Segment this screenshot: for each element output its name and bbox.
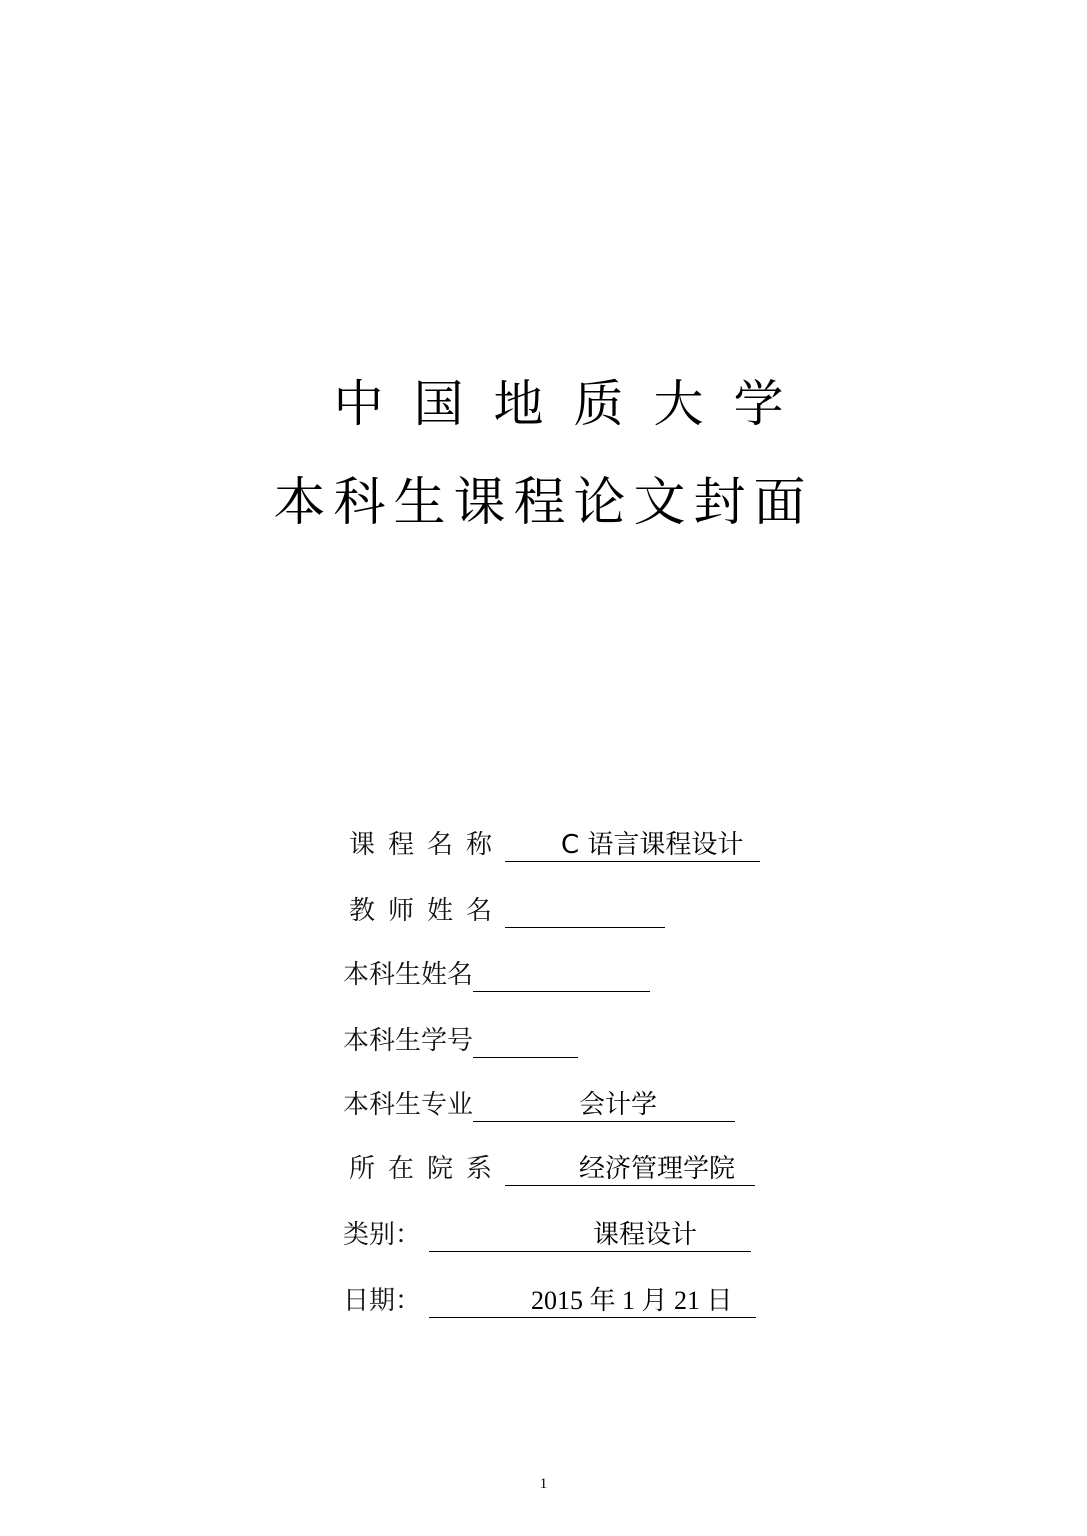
category-row bbox=[343, 1212, 751, 1252]
page-number: 1 bbox=[539, 1476, 548, 1492]
date-field bbox=[429, 1284, 756, 1318]
date-value: 2015 年 1 月 21 日 bbox=[531, 1286, 733, 1315]
course-name-value: C 语言课程设计 bbox=[561, 830, 744, 860]
student-id-row bbox=[343, 1018, 578, 1058]
teacher-name-label: 教师姓名 bbox=[349, 896, 506, 926]
category-label: 类别： bbox=[343, 1220, 422, 1250]
student-id-field bbox=[473, 1024, 578, 1058]
department-field bbox=[505, 1152, 755, 1186]
student-id-label: 本科生学号 bbox=[343, 1026, 474, 1056]
date-label: 日期： bbox=[343, 1286, 422, 1316]
teacher-name-row bbox=[343, 888, 665, 928]
department-label: 所在院系 bbox=[349, 1154, 506, 1184]
course-name-row bbox=[343, 822, 760, 862]
cover-title: 本科生课程论文封面 bbox=[273, 473, 814, 533]
student-name-label: 本科生姓名 bbox=[343, 960, 474, 990]
major-value: 会计学 bbox=[579, 1090, 658, 1120]
department-row bbox=[343, 1146, 755, 1186]
category-field bbox=[429, 1218, 751, 1252]
major-label: 本科生专业 bbox=[343, 1090, 474, 1120]
university-title: 中国地质大学 bbox=[333, 375, 814, 433]
course-name-label: 课程名称 bbox=[349, 830, 506, 860]
category-value: 课程设计 bbox=[593, 1220, 698, 1250]
major-row bbox=[343, 1082, 735, 1122]
student-name-row bbox=[343, 952, 650, 992]
major-field bbox=[473, 1088, 735, 1122]
student-name-field bbox=[473, 958, 650, 992]
course-name-field bbox=[505, 828, 760, 862]
department-value: 经济管理学院 bbox=[579, 1154, 736, 1184]
date-row bbox=[343, 1278, 756, 1318]
teacher-name-field bbox=[505, 894, 665, 928]
